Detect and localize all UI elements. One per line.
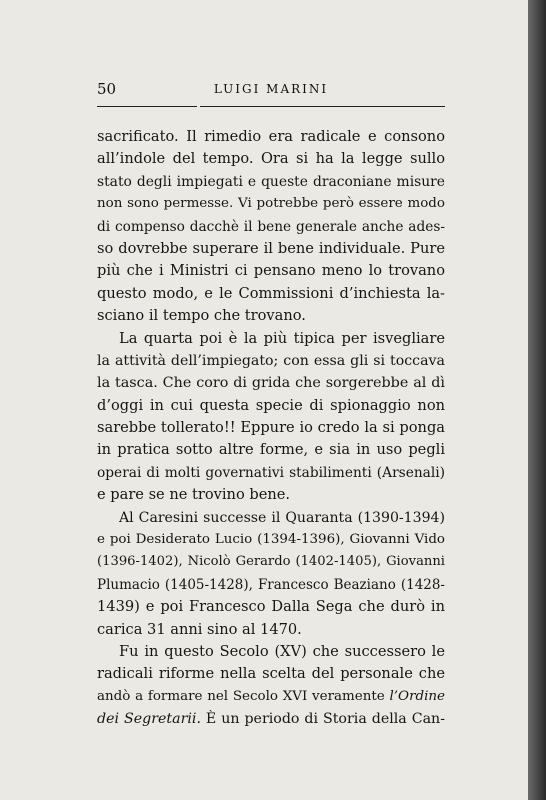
text-line bbox=[97, 708, 445, 730]
text-line bbox=[97, 305, 445, 327]
text-line bbox=[97, 641, 445, 663]
text-line bbox=[97, 372, 445, 394]
body-text bbox=[97, 126, 445, 731]
text-line bbox=[97, 238, 445, 260]
page-number: 50 bbox=[97, 80, 117, 98]
text-line bbox=[97, 439, 445, 461]
text-line bbox=[97, 126, 445, 148]
text-line-content: più che i Ministri ci pensano meno lo trovano bbox=[97, 262, 445, 280]
italic-phrase: dei Segretarii. bbox=[97, 711, 201, 728]
text-line-content: sciano il tempo che trovano. bbox=[97, 307, 306, 325]
text-line-content: La quarta poi è la più tipica per isvegliare bbox=[119, 329, 445, 347]
text-line bbox=[97, 395, 445, 417]
text-line bbox=[97, 529, 445, 551]
text-line bbox=[97, 551, 445, 573]
text-line-content: in pratica sotto altre forme, e sia in uso pegli bbox=[97, 441, 445, 459]
text-line bbox=[97, 148, 445, 170]
text-line bbox=[97, 686, 445, 708]
text-line bbox=[97, 507, 445, 529]
text-line-content: la attività dell’impiegato; con essa gli si toccava bbox=[97, 352, 445, 369]
text-line bbox=[97, 484, 445, 506]
text-line-content: Al Caresini successe il Quaranta (1390-1394) bbox=[119, 509, 445, 526]
text-line-content: so dovrebbe superare il bene individuale. Pure bbox=[97, 239, 445, 257]
text-line bbox=[97, 417, 445, 439]
text-line-content: all’indole del tempo. Ora si ha la legge sullo bbox=[97, 150, 445, 168]
text-line bbox=[97, 260, 445, 282]
text-line-content: la tasca. Che coro di grida che sorgerebbe al dì bbox=[97, 375, 445, 392]
text-line-content: stato degli impiegati e queste draconiane misure bbox=[97, 173, 445, 190]
header-rule bbox=[97, 106, 445, 107]
text-line-content: sarebbe tollerato!! Eppure io credo la si ponga bbox=[97, 419, 445, 437]
text-line-content: radicali riforme nella scelta del personale che bbox=[97, 665, 445, 683]
text-line bbox=[97, 574, 445, 596]
text-line-content: questo modo, e le Commissioni d’inchiesta la- bbox=[97, 284, 445, 302]
page-header bbox=[97, 80, 445, 100]
text-line-content: andò a formare nel Secolo XVI veramente bbox=[97, 688, 390, 704]
text-line bbox=[97, 663, 445, 685]
text-line bbox=[97, 193, 445, 215]
text-line bbox=[97, 283, 445, 305]
text-line-content: e pare se ne trovino bene. bbox=[97, 486, 291, 504]
text-line bbox=[97, 171, 445, 193]
book-spine-shadow bbox=[528, 0, 546, 800]
text-line bbox=[97, 462, 445, 484]
text-line-content: Plumacio (1405-1428), Francesco Beaziano (1428- bbox=[97, 576, 445, 593]
text-line bbox=[97, 596, 445, 618]
text-line-content: e poi Desiderato Lucio (1394-1396), Giovanni Vido bbox=[97, 532, 445, 548]
running-head: LUIGI MARINI bbox=[213, 82, 329, 96]
text-line bbox=[97, 328, 445, 350]
text-line-content: sacrificato. Il rimedio era radicale e consono bbox=[97, 128, 445, 145]
text-line-content: carica 31 anni sino al 1470. bbox=[97, 620, 302, 638]
italic-phrase: l’Ordine bbox=[389, 688, 445, 704]
text-line-content: Fu in questo Secolo (XV) che successero le bbox=[119, 642, 445, 660]
text-line bbox=[97, 619, 445, 641]
text-line-content: d’oggi in cui questa specie di spionaggio non bbox=[97, 396, 445, 414]
text-line-content: 1439) e poi Francesco Dalla Sega che durò in bbox=[97, 598, 445, 616]
text-line-content: (1396-1402), Nicolò Gerardo (1402-1405), Giovanni bbox=[97, 554, 445, 570]
text-line bbox=[97, 216, 445, 238]
text-line-content: operai di molti governativi stabilimenti (Arsenali) bbox=[97, 464, 445, 481]
text-line-content: di compenso dacchè il bene generale anche ades- bbox=[97, 218, 445, 235]
text-line bbox=[97, 350, 445, 372]
text-line-content: È un periodo di Storia della Can- bbox=[200, 711, 445, 728]
text-line-content: non sono permesse. Vi potrebbe però essere modo bbox=[97, 196, 445, 212]
header-rule-gap bbox=[197, 104, 200, 108]
